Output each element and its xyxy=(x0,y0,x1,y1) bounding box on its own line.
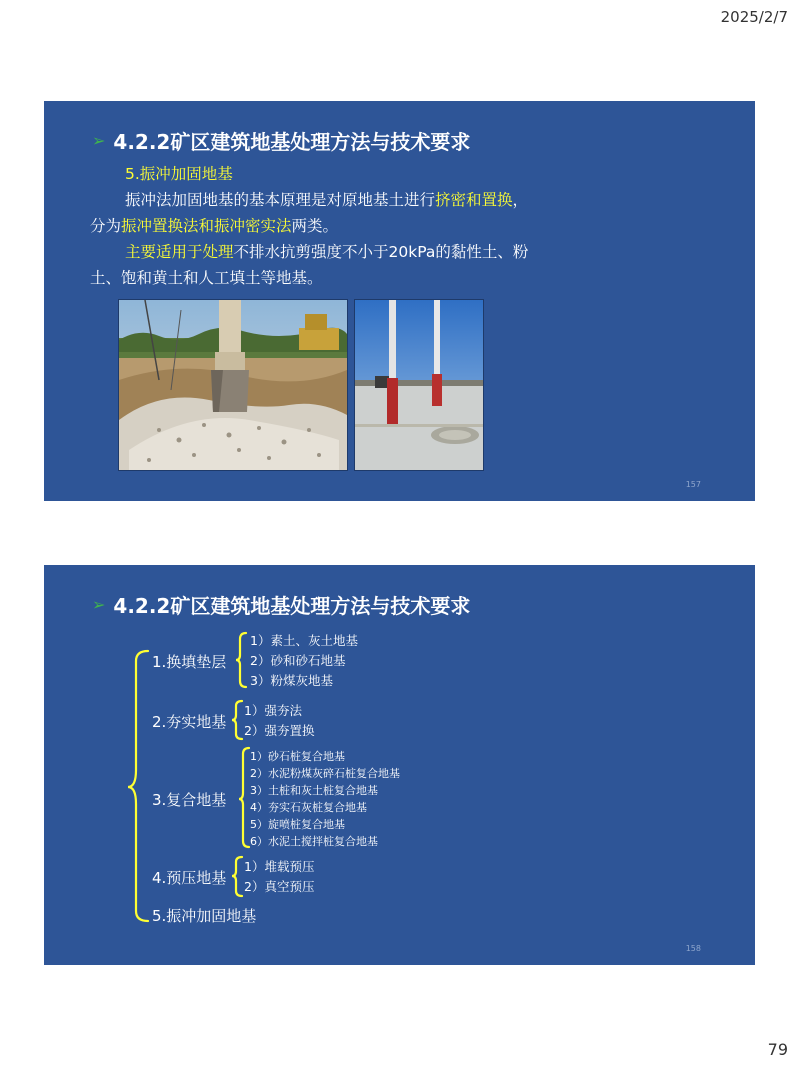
text-span: 振冲法加固地基的基本原理是对原地基土进行 xyxy=(125,191,436,209)
category-item: 1）砂石桩复合地基 xyxy=(250,750,345,763)
text-span: 两类。 xyxy=(291,217,339,235)
category-item: 1）素土、灰土地基 xyxy=(250,633,358,648)
highlight-text: 挤密和置换 xyxy=(435,191,513,209)
slide-body xyxy=(90,161,710,291)
highlight-text: 主要适用于处理 xyxy=(125,243,234,261)
category-label: 5.振冲加固地基 xyxy=(152,907,257,925)
category-item: 2）水泥粉煤灰碎石桩复合地基 xyxy=(250,767,400,780)
category-item: 1）堆载预压 xyxy=(244,859,315,874)
brace-2-icon xyxy=(232,701,242,739)
paragraph-line: 土、饱和黄土和人工填土等地基。 xyxy=(90,269,323,287)
paragraph-line xyxy=(90,187,710,213)
brace-3-icon xyxy=(239,748,249,847)
section-heading: 5.振冲加固地基 xyxy=(125,165,233,183)
category-label: 2.夯实地基 xyxy=(152,713,227,731)
category-item: 2）砂和砂石地基 xyxy=(250,653,346,668)
arrow-bullet-icon: ➢ xyxy=(92,595,106,614)
category-item: 5）旋喷桩复合地基 xyxy=(250,818,345,831)
vibroflot-rig-photo xyxy=(354,299,484,471)
category-label: 4.预压地基 xyxy=(152,869,227,887)
category-item: 2）真空预压 xyxy=(244,879,315,894)
brace-1-icon xyxy=(236,633,246,687)
category-item: 2）强夯置换 xyxy=(244,723,315,738)
highlight-text: 振冲置换法和振冲密实法 xyxy=(121,217,292,235)
paragraph-line xyxy=(90,213,710,239)
slide-158 xyxy=(44,565,755,965)
arrow-bullet-icon: ➢ xyxy=(92,131,106,150)
category-item: 4）夯实石灰桩复合地基 xyxy=(250,801,367,814)
print-date: 2025/2/7 xyxy=(720,8,788,26)
slide-title xyxy=(92,126,470,155)
vibroflot-gravel-photo xyxy=(118,299,348,471)
category-item: 3）土桩和灰土桩复合地基 xyxy=(250,784,378,797)
page-number: 79 xyxy=(767,1040,788,1059)
category-item: 6）水泥土搅拌桩复合地基 xyxy=(250,835,378,848)
text-span: ， xyxy=(512,191,529,209)
brace-4-icon xyxy=(232,857,242,896)
slide-number: 157 xyxy=(685,480,701,489)
category-label: 3.复合地基 xyxy=(152,791,227,809)
slide-title-text: 4.2.2矿区建筑地基处理方法与技术要求 xyxy=(113,130,471,154)
text-span: 不排水抗剪强度不小于20kPa的黏性土、粉 xyxy=(233,243,529,261)
category-item: 3）粉煤灰地基 xyxy=(250,673,333,688)
slide-157 xyxy=(44,101,755,501)
slide-title-text: 4.2.2矿区建筑地基处理方法与技术要求 xyxy=(113,594,471,618)
text-span: 分为 xyxy=(90,217,122,235)
paragraph-line xyxy=(90,239,710,265)
category-label: 1.换填垫层 xyxy=(152,653,227,671)
category-item: 1）强夯法 xyxy=(244,703,302,718)
main-brace-icon xyxy=(128,651,148,921)
slide-number: 158 xyxy=(685,944,701,953)
